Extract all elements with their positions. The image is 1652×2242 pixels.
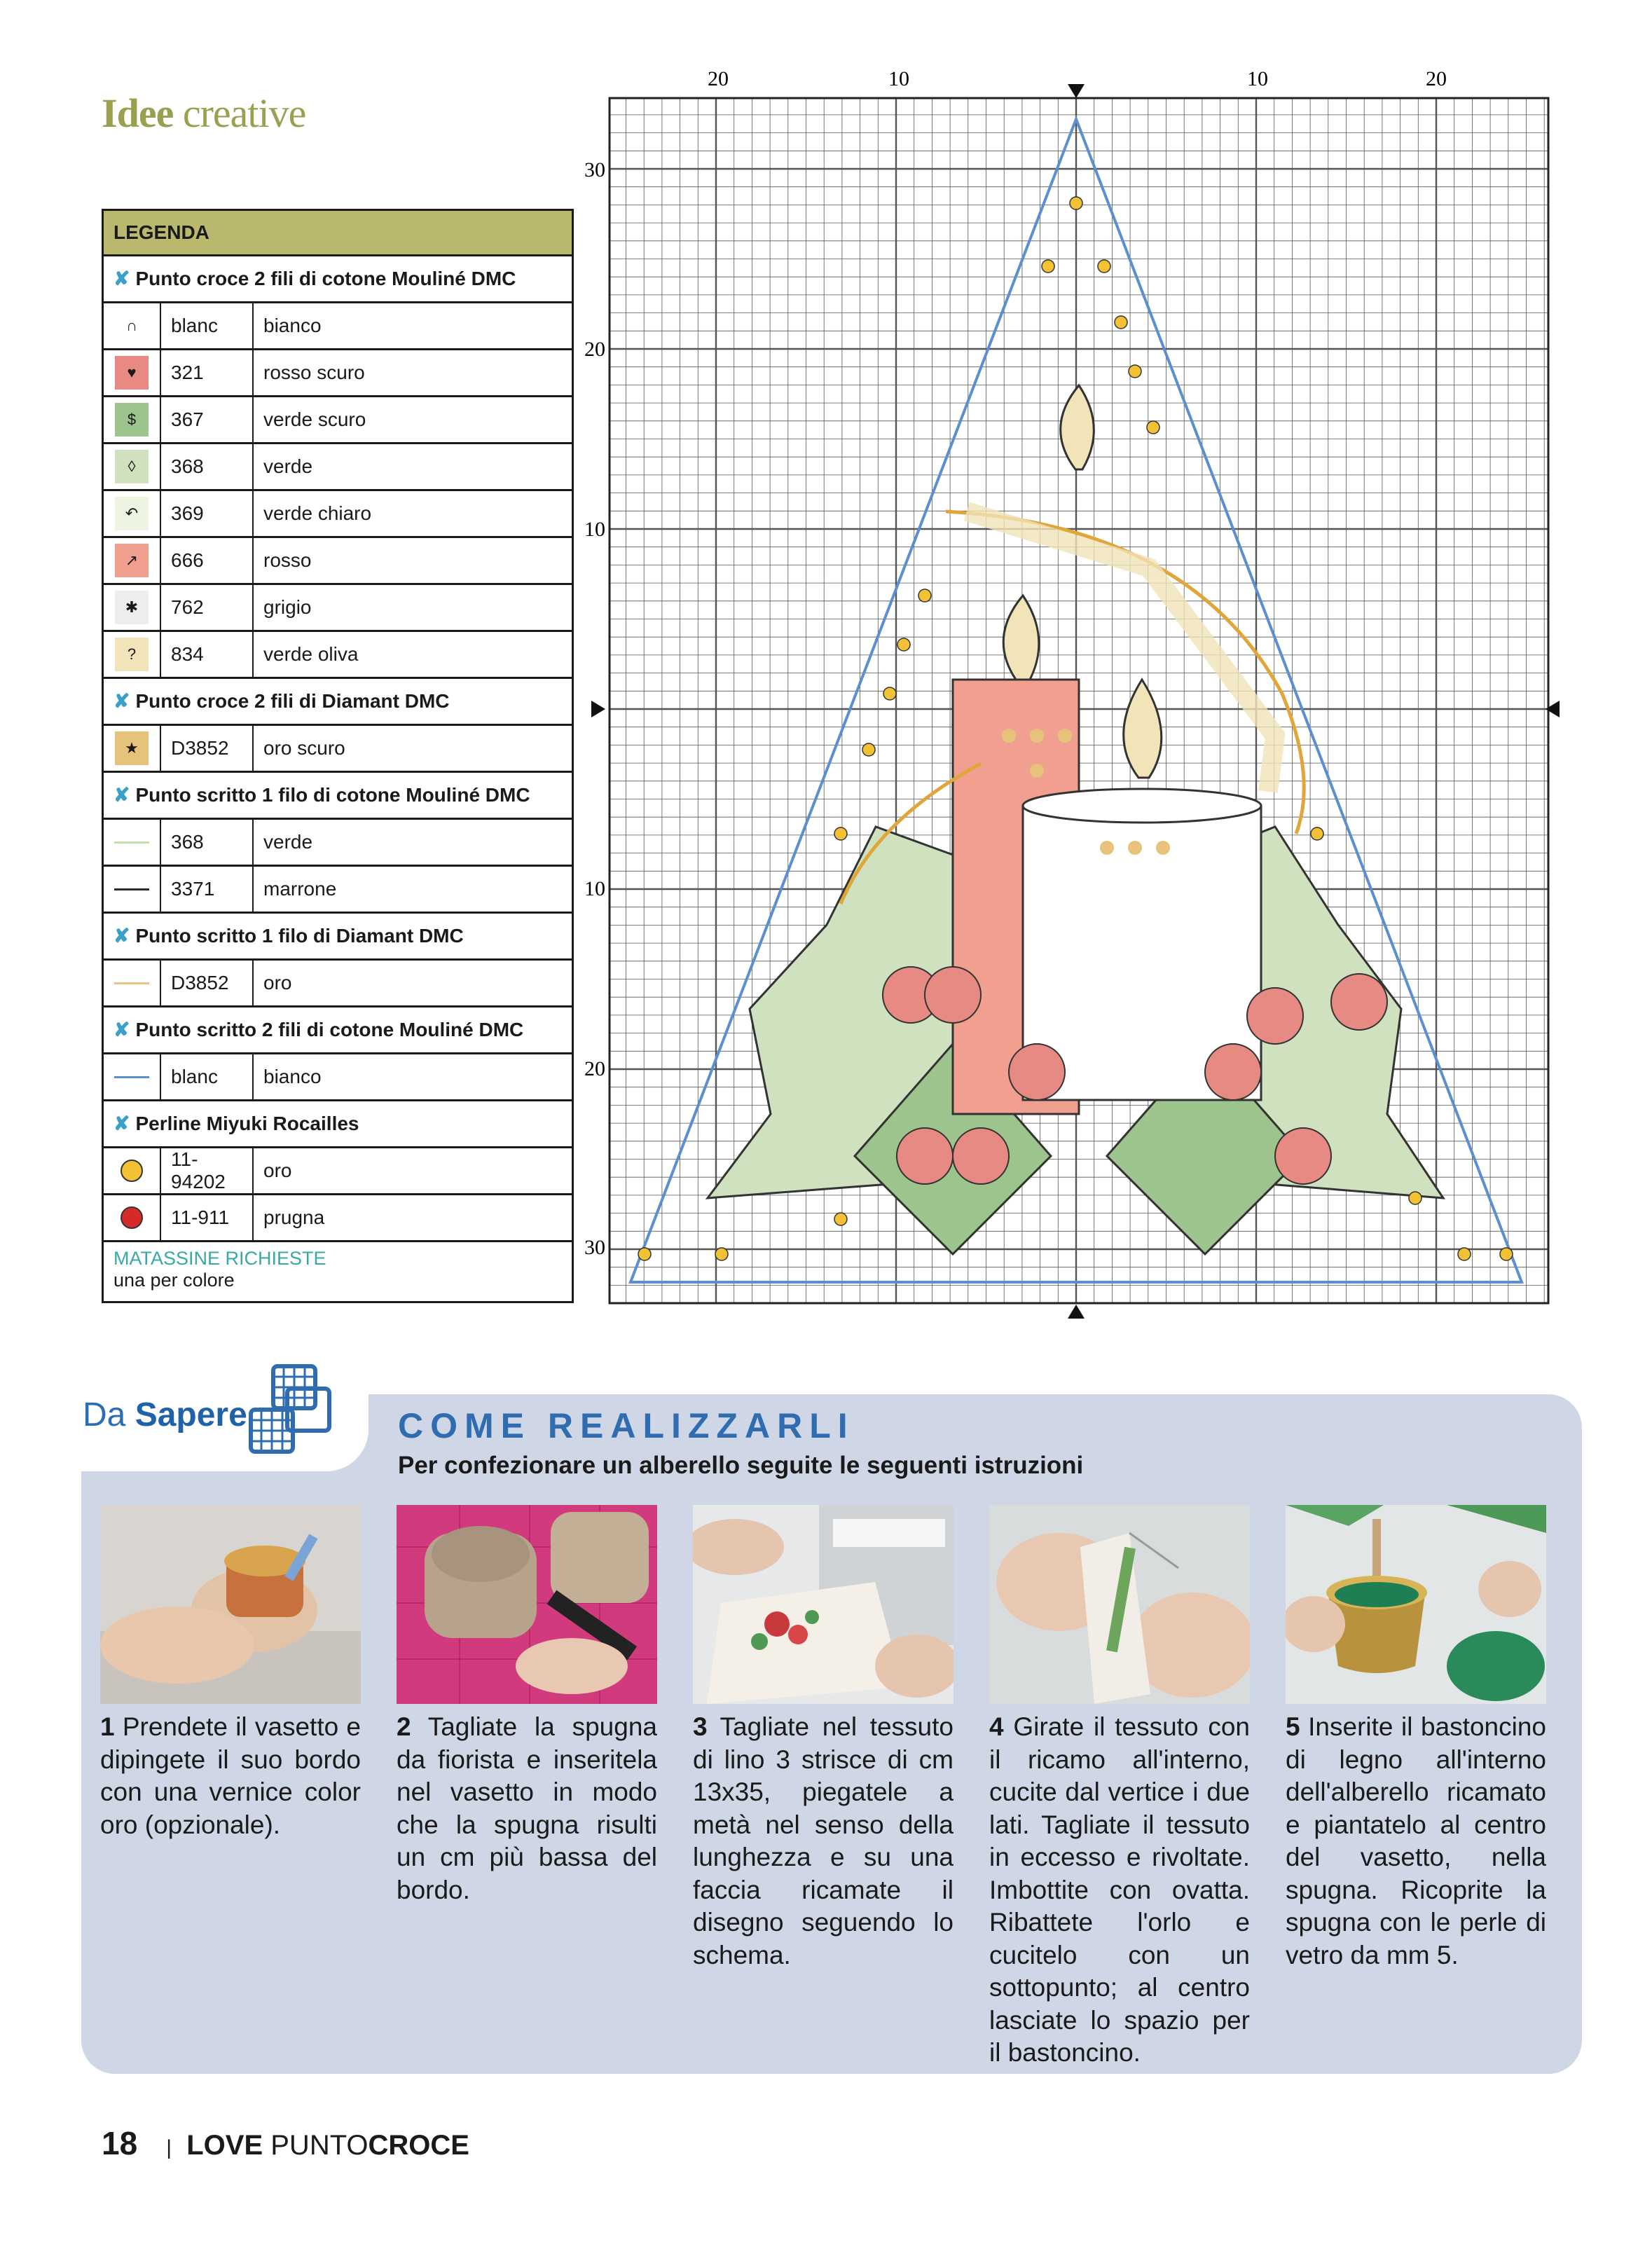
symbol-swatch: ∩ bbox=[115, 309, 149, 343]
candle-center-top bbox=[1023, 789, 1261, 823]
chart-top-label: 10 bbox=[888, 67, 909, 90]
line-swatch bbox=[114, 1076, 149, 1078]
legend-swatch-cell bbox=[104, 961, 161, 1005]
legend-code: 321 bbox=[161, 350, 254, 395]
holly-berry bbox=[1331, 974, 1387, 1030]
bead-icon bbox=[121, 1206, 143, 1229]
da-sapere-bold: Sapere bbox=[135, 1396, 247, 1433]
legend-color-name: prugna bbox=[263, 1206, 325, 1228]
gold-stitch bbox=[1156, 841, 1170, 855]
chart-top-label: 10 bbox=[1247, 67, 1268, 90]
step-text: Prendete il vasetto e dipingete il suo bordo con una vernice color oro (opzionale). bbox=[100, 1712, 361, 1839]
legend-row bbox=[104, 1054, 572, 1101]
symbol-swatch: ★ bbox=[115, 731, 149, 765]
step-1 bbox=[100, 1711, 361, 1841]
legend-section-title bbox=[104, 914, 572, 961]
symbol-swatch: ↗ bbox=[115, 544, 149, 577]
line-swatch bbox=[114, 841, 149, 844]
legend-row bbox=[104, 1148, 572, 1195]
legend-code: 11-911 bbox=[161, 1195, 254, 1240]
brand-love: LOVE bbox=[186, 2130, 263, 2161]
legend-row bbox=[104, 350, 572, 397]
step-photo-5 bbox=[1286, 1505, 1546, 1704]
bead-gold bbox=[1042, 260, 1054, 273]
legend-swatch-cell bbox=[104, 632, 161, 677]
legend-swatch-cell bbox=[104, 1148, 161, 1193]
legend-swatch-cell bbox=[104, 303, 161, 348]
chart-center-marker-top bbox=[1068, 84, 1085, 98]
legend-row bbox=[104, 1195, 572, 1242]
legend-section-label: Punto croce 2 fili di Diamant DMC bbox=[135, 690, 450, 712]
step-photo-1 bbox=[100, 1505, 361, 1704]
step-5 bbox=[1286, 1711, 1546, 1972]
legend-color-name: oro scuro bbox=[263, 737, 345, 759]
bead-icon bbox=[121, 1160, 143, 1182]
legend-color-name: marrone bbox=[263, 878, 337, 900]
step-photo-2 bbox=[397, 1505, 657, 1704]
legend-row bbox=[104, 726, 572, 773]
legend-color-name: verde bbox=[263, 831, 313, 853]
cross-stitch-chart bbox=[560, 63, 1562, 1352]
section-title-light: creative bbox=[182, 90, 306, 136]
step-3 bbox=[693, 1711, 954, 1972]
legend-code: 3371 bbox=[161, 867, 254, 912]
legend-color-name: grigio bbox=[263, 596, 312, 618]
legend-row bbox=[104, 538, 572, 585]
legend-section-label: Punto scritto 1 filo di cotone Mouliné DMC bbox=[135, 784, 530, 806]
step-number: 4 bbox=[989, 1712, 1004, 1741]
legend-section-title bbox=[104, 256, 572, 303]
chart-left-label: 10 bbox=[584, 518, 605, 541]
legend-section-label: Punto croce 2 fili di cotone Mouliné DMC bbox=[135, 268, 516, 289]
legend-row bbox=[104, 303, 572, 350]
bead-gold bbox=[897, 638, 910, 651]
legend-color-name: verde scuro bbox=[263, 408, 366, 430]
legend-color-name: verde bbox=[263, 455, 313, 477]
step-text: Tagliate nel tessuto di lino 3 strisce di cm 13x35, piegatele a metà nel senso della lunghezza e su una faccia ricamate il disegno seguendo lo schema. bbox=[693, 1712, 954, 1969]
symbol-swatch: ↶ bbox=[115, 497, 149, 530]
cross-mark-icon: ✘ bbox=[113, 925, 130, 947]
holly-berry bbox=[1247, 988, 1303, 1044]
gold-stitch bbox=[1128, 841, 1142, 855]
legend-section-title bbox=[104, 1101, 572, 1148]
flame-center bbox=[1124, 680, 1162, 778]
legend-code: 368 bbox=[161, 444, 254, 489]
legend-code: 368 bbox=[161, 820, 254, 865]
legend-section-label: Punto scritto 2 fili di cotone Mouliné DMC bbox=[135, 1019, 524, 1040]
legend-row bbox=[104, 961, 572, 1007]
step-text: Tagliate la spugna da fiorista e inseritela nel vasetto in modo che la spugna risulti un cm più bassa del bordo. bbox=[397, 1712, 657, 1904]
bead-gold bbox=[862, 743, 875, 756]
legend-footer-text: una per colore bbox=[113, 1270, 235, 1291]
chart-center-marker-left bbox=[591, 701, 605, 717]
legend-swatch-cell bbox=[104, 491, 161, 536]
legend-code: D3852 bbox=[161, 726, 254, 771]
bead-gold bbox=[1129, 365, 1141, 378]
holly-berry bbox=[925, 967, 981, 1023]
legend-color-name: bianco bbox=[263, 1066, 322, 1087]
holly-berry bbox=[953, 1128, 1009, 1184]
step-4 bbox=[989, 1711, 1250, 2070]
instructions-title: COME REALIZZARLI bbox=[398, 1406, 855, 1445]
chart-left-label: 20 bbox=[584, 1057, 605, 1080]
legend-color-name: verde oliva bbox=[263, 643, 359, 665]
legend-code: blanc bbox=[161, 1054, 254, 1099]
section-title-bold: Idee bbox=[102, 90, 174, 136]
legend-color-name: oro bbox=[263, 1160, 292, 1181]
legend-code: 834 bbox=[161, 632, 254, 677]
line-swatch bbox=[114, 982, 149, 984]
legend-swatch-cell bbox=[104, 820, 161, 865]
legend-row bbox=[104, 397, 572, 444]
chart-center-marker-bottom bbox=[1068, 1305, 1085, 1319]
gold-stitch bbox=[1030, 764, 1044, 778]
holly-berry bbox=[897, 1128, 953, 1184]
legend-code: 369 bbox=[161, 491, 254, 536]
legend-color-name: oro bbox=[263, 972, 292, 993]
symbol-swatch: ✱ bbox=[115, 591, 149, 624]
legend-row bbox=[104, 820, 572, 867]
chart-left-label: 30 bbox=[584, 1236, 605, 1259]
bead-gold bbox=[1311, 827, 1323, 840]
line-swatch bbox=[114, 888, 149, 890]
bead-gold bbox=[1500, 1248, 1513, 1260]
bead-gold bbox=[834, 1213, 847, 1225]
legend-code: 666 bbox=[161, 538, 254, 583]
chart-left-label: 10 bbox=[584, 877, 605, 900]
bead-gold bbox=[715, 1248, 728, 1260]
legend-color-name: verde chiaro bbox=[263, 502, 372, 524]
bead-gold bbox=[1098, 260, 1110, 273]
bead-gold bbox=[1458, 1248, 1471, 1260]
legend-code: 11-94202 bbox=[161, 1148, 254, 1193]
step-number: 2 bbox=[397, 1712, 411, 1741]
legend-color-name: rosso bbox=[263, 549, 312, 571]
step-text: Inserite il bastoncino di legno all'interno dell'alberello ricamato e piantatelo al centro del vasetto, nella spugna. Ricoprite la spugna con le perle di vetro da mm 5. bbox=[1286, 1712, 1546, 1969]
legend-footer-title: MATASSINE RICHIESTE bbox=[113, 1248, 326, 1269]
legend-swatch-cell bbox=[104, 397, 161, 442]
section-title bbox=[102, 90, 305, 137]
legend-color-name: rosso scuro bbox=[263, 362, 365, 383]
page-footer bbox=[102, 2124, 469, 2162]
legend-footer bbox=[104, 1242, 572, 1301]
legend-swatch-cell bbox=[104, 1195, 161, 1240]
holly-berry bbox=[1009, 1044, 1065, 1100]
cross-mark-icon: ✘ bbox=[113, 268, 130, 289]
cross-mark-icon: ✘ bbox=[113, 690, 130, 712]
symbol-swatch: ? bbox=[115, 638, 149, 671]
legend-row bbox=[104, 632, 572, 679]
symbol-swatch: ♥ bbox=[115, 356, 149, 390]
step-photo-3 bbox=[693, 1505, 954, 1704]
holly-berry bbox=[1275, 1128, 1331, 1184]
stitch-grid-icon bbox=[245, 1361, 350, 1466]
legend-code: D3852 bbox=[161, 961, 254, 1005]
da-sapere-label bbox=[83, 1396, 247, 1434]
step-number: 3 bbox=[693, 1712, 708, 1741]
gold-stitch bbox=[1002, 729, 1016, 743]
holly-berry bbox=[1205, 1044, 1261, 1100]
gold-stitch bbox=[1058, 729, 1072, 743]
bead-gold bbox=[1115, 316, 1127, 329]
legend-section-title bbox=[104, 679, 572, 726]
bead-gold bbox=[918, 589, 931, 602]
legend-swatch-cell bbox=[104, 585, 161, 630]
step-2 bbox=[397, 1711, 657, 1906]
legend-row bbox=[104, 444, 572, 491]
legend-section-title bbox=[104, 773, 572, 820]
chart-left-label: 30 bbox=[584, 158, 605, 181]
legend-swatch-cell bbox=[104, 726, 161, 771]
legend-table bbox=[102, 209, 574, 1303]
symbol-swatch: ◊ bbox=[115, 450, 149, 483]
bead-gold bbox=[834, 827, 847, 840]
instructions-subtitle: Per confezionare un alberello seguite le seguenti istruzioni bbox=[398, 1452, 1084, 1479]
bead-gold bbox=[1409, 1192, 1422, 1204]
cross-mark-icon: ✘ bbox=[113, 784, 130, 806]
legend-swatch-cell bbox=[104, 444, 161, 489]
chart-left-label: 20 bbox=[584, 338, 605, 361]
chart-top-label: 20 bbox=[708, 67, 729, 90]
bead-gold bbox=[638, 1248, 651, 1260]
bead-gold bbox=[1070, 197, 1082, 209]
legend-code: 762 bbox=[161, 585, 254, 630]
brand-croce: CROCE bbox=[368, 2130, 469, 2161]
step-number: 1 bbox=[100, 1712, 115, 1741]
flame-left bbox=[1003, 596, 1039, 680]
page-number: 18 bbox=[102, 2125, 138, 2161]
legend-row bbox=[104, 491, 572, 538]
legend-body bbox=[104, 256, 572, 1242]
legend-color-name: bianco bbox=[263, 315, 322, 336]
step-text: Girate il tessuto con il ricamo all'interno, cucite dal vertice i due lati. Tagliate il tessuto in eccesso e rivoltate. Imbottite con ovatta. Ribattete l'orlo e cucitelo con un sottopunto; al centro lasciate lo spazio per il bastoncino. bbox=[989, 1712, 1251, 2067]
cross-mark-icon: ✘ bbox=[113, 1113, 130, 1134]
bead-gold bbox=[1147, 421, 1159, 434]
step-number: 5 bbox=[1286, 1712, 1300, 1741]
cross-mark-icon: ✘ bbox=[113, 1019, 130, 1040]
bead-gold bbox=[883, 687, 896, 700]
legend-swatch-cell bbox=[104, 350, 161, 395]
legend-row bbox=[104, 585, 572, 632]
legend-row bbox=[104, 867, 572, 914]
legend-code: 367 bbox=[161, 397, 254, 442]
gold-stitch bbox=[1030, 729, 1044, 743]
da-sapere-light: Da bbox=[83, 1396, 126, 1433]
footer-separator: | bbox=[166, 2136, 172, 2159]
gold-stitch bbox=[1100, 841, 1114, 855]
brand-punto: PUNTO bbox=[270, 2130, 369, 2161]
legend-swatch-cell bbox=[104, 538, 161, 583]
legend-title: LEGENDA bbox=[104, 211, 572, 256]
symbol-swatch: $ bbox=[115, 403, 149, 436]
legend-swatch-cell bbox=[104, 867, 161, 912]
legend-code: blanc bbox=[161, 303, 254, 348]
legend-section-label: Punto scritto 1 filo di Diamant DMC bbox=[135, 925, 464, 947]
legend-section-title bbox=[104, 1007, 572, 1054]
step-photo-4 bbox=[989, 1505, 1250, 1704]
legend-swatch-cell bbox=[104, 1054, 161, 1099]
chart-top-label: 20 bbox=[1426, 67, 1447, 90]
legend-section-label: Perline Miyuki Rocailles bbox=[135, 1113, 359, 1134]
